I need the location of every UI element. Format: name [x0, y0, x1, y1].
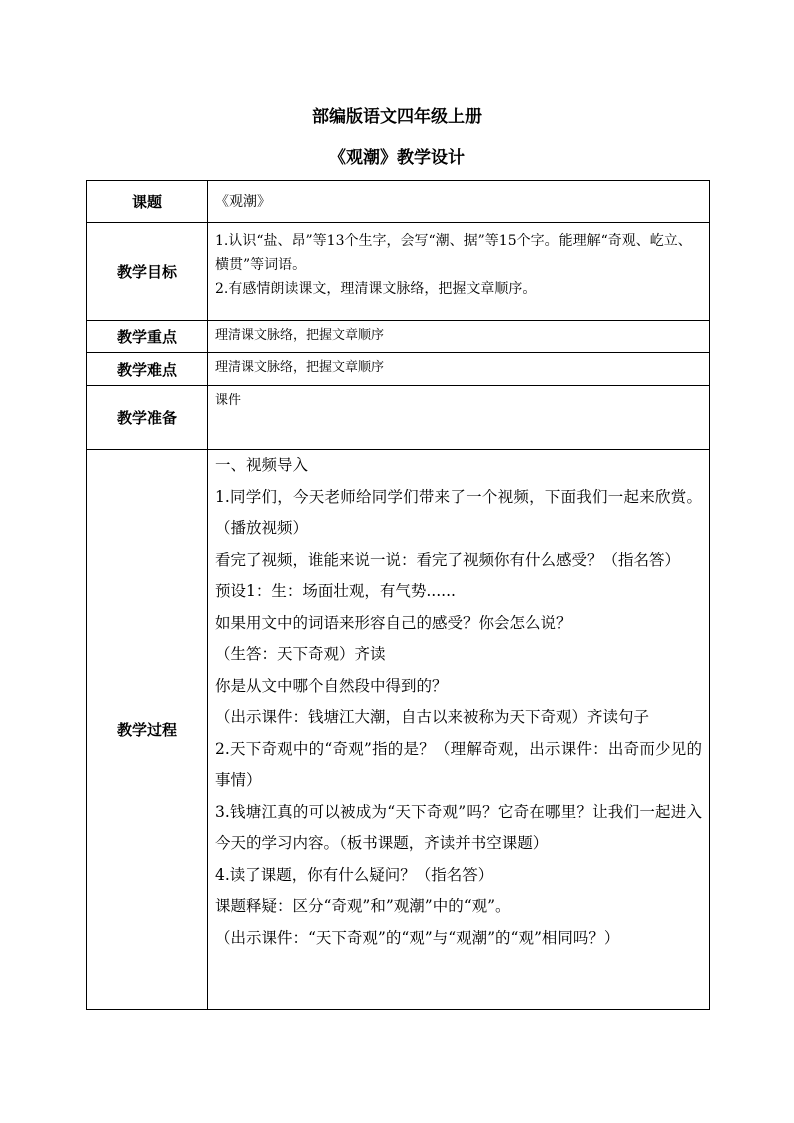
value-process [208, 450, 710, 1010]
process-paragraph: 3.钱塘江真的可以被成为“天下奇观”吗？它奇在哪里？让我们一起进入今天的学习内容。（板书课题，齐读并书空课题） [215, 802, 702, 852]
difficulties-text: 理清课文脉络，把握文章顺序 [215, 360, 385, 375]
process-paragraph: 一、视频导入 [215, 456, 309, 474]
label-key-points: 教学重点 [87, 321, 208, 353]
process-paragraph: 1.同学们，今天老师给同学们带来了一个视频，下面我们一起来欣赏。（播放视频） [215, 487, 702, 537]
row-topic [87, 181, 710, 223]
value-key-points [208, 321, 710, 353]
process-paragraph: 课题释疑：区分“奇观”和”观潮”中的“观”。 [215, 897, 511, 915]
label-topic: 课题 [87, 181, 208, 223]
row-key-points [87, 321, 710, 353]
row-goals [87, 223, 710, 321]
label-goals: 教学目标 [87, 223, 208, 321]
goal-item: 1.认识“盐、昂”等13个生字，会写“潮、据”等15个字。能理解“奇观、屹立、横贯”等词语。 [215, 233, 692, 273]
topic-text: 《观潮》 [215, 193, 271, 210]
label-difficulties: 教学难点 [87, 353, 208, 386]
process-paragraph: （生答：天下奇观）齐读 [215, 645, 386, 663]
process-paragraph: 2.天下奇观中的“奇观”指的是？（理解奇观，出示课件：出奇而少见的事情） [215, 739, 702, 789]
lesson-plan-table [86, 180, 710, 1010]
document-title: 部编版语文四年级上册 [312, 107, 482, 127]
label-preparation: 教学准备 [87, 386, 208, 450]
row-preparation [87, 386, 710, 450]
value-goals [208, 223, 710, 321]
process-paragraph: 如果用文中的词语来形容自己的感受？你会怎么说？ [215, 613, 572, 632]
row-process [87, 450, 710, 1010]
row-difficulties [87, 353, 710, 386]
process-paragraph: 4.读了课题，你有什么疑问？（指名答） [215, 865, 494, 884]
label-process: 教学过程 [87, 450, 208, 1010]
process-paragraph: 预设1：生：场面壮观，有气势...... [215, 582, 456, 600]
process-paragraph: （出示课件：“天下奇观”的“观”与“观潮”的“观”相同吗？） [215, 928, 620, 947]
value-preparation [208, 386, 710, 450]
document-subtitle: 《观潮》教学设计 [329, 148, 465, 168]
key-points-text: 理清课文脉络，把握文章顺序 [215, 328, 385, 343]
value-difficulties [208, 353, 710, 386]
process-paragraph: （出示课件：钱塘江大潮，自古以来被称为天下奇观）齐读句子 [215, 708, 650, 726]
process-paragraph: 看完了视频，谁能来说一说：看完了视频你有什么感受？（指名答） [215, 550, 681, 569]
preparation-text: 课件 [215, 393, 242, 408]
process-paragraph: 你是从文中哪个自然段中得到的？ [215, 676, 448, 695]
value-topic [208, 181, 710, 223]
goal-item: 2.有感情朗读课文，理清课文脉络，把握文章顺序。 [215, 281, 537, 297]
